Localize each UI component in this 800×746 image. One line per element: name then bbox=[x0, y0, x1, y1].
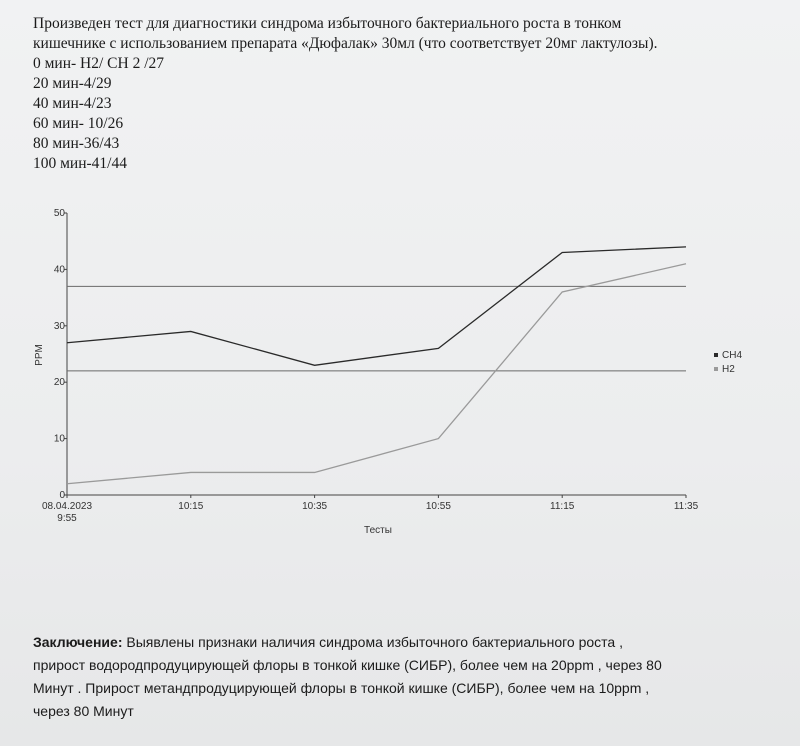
legend-marker-h2 bbox=[714, 367, 718, 371]
y-tick-label: 20 bbox=[53, 377, 65, 389]
y-tick-label: 0 bbox=[59, 490, 65, 501]
measurement-row: 100 мин-41/44 bbox=[33, 155, 127, 172]
measurement-row: 40 мин-4/23 bbox=[33, 95, 112, 112]
x-tick-label: 11:35 bbox=[673, 501, 699, 512]
x-tick-label: 10:15 bbox=[178, 501, 204, 512]
series-line-ch4 bbox=[67, 247, 686, 365]
y-tick-label: 10 bbox=[53, 433, 65, 445]
legend-label-h2: H2 bbox=[722, 364, 735, 375]
conclusion-label: Заключение: bbox=[33, 634, 123, 650]
series-lines bbox=[67, 247, 686, 484]
legend-label-ch4: CH4 bbox=[722, 350, 743, 361]
x-tick-label: 08.04.2023 bbox=[41, 501, 93, 512]
conclusion-text: прирост водородпродуцирующей флоры в тонкой кишке (СИБР), более чем на 20ppm , через 80 bbox=[33, 657, 662, 673]
y-axis-ticks bbox=[54, 208, 67, 501]
series-line-h2 bbox=[67, 264, 686, 484]
measurement-row: 60 мин- 10/26 bbox=[33, 115, 124, 132]
breath-test-chart bbox=[0, 195, 800, 555]
test-description bbox=[33, 14, 773, 174]
x-tick-label: 9:55 bbox=[57, 513, 77, 524]
conclusion-text: Минут . Прирост метандпродуцирующей флоры в тонкой кишке (СИБР), более чем на 10ppm , bbox=[33, 680, 650, 696]
conclusion-text: через 80 Минут bbox=[33, 703, 134, 719]
measurement-row: 20 мин-4/29 bbox=[33, 75, 112, 92]
y-axis-label: PPM bbox=[34, 344, 45, 366]
y-tick-label: 30 bbox=[53, 320, 65, 332]
x-axis-ticks bbox=[42, 495, 699, 524]
legend-marker-ch4 bbox=[714, 353, 718, 357]
description-line: кишечнике с использованием препарата «Дюфалак» 30мл (что соответствует 20мг лактулозы). bbox=[33, 35, 658, 52]
x-axis-label: Тесты bbox=[364, 525, 392, 536]
x-tick-label: 11:15 bbox=[550, 501, 575, 512]
y-tick-label: 40 bbox=[53, 264, 65, 276]
measurement-row: 80 мин-36/43 bbox=[33, 135, 120, 152]
chart-axes bbox=[67, 213, 686, 495]
conclusion-text: Выявлены признаки наличия синдрома избыточного бактериального роста , bbox=[122, 634, 623, 650]
chart-legend bbox=[714, 350, 742, 375]
y-tick-label: 50 bbox=[53, 208, 65, 219]
measurement-header: 0 мин- H2/ CH 2 /27 bbox=[33, 55, 165, 72]
conclusion-section bbox=[33, 631, 778, 723]
x-tick-label: 10:35 bbox=[302, 501, 328, 512]
description-line: Произведен тест для диагностики синдрома избыточного бактериального роста в тонком bbox=[33, 15, 622, 32]
reference-lines bbox=[67, 286, 686, 371]
x-tick-label: 10:55 bbox=[425, 501, 451, 512]
